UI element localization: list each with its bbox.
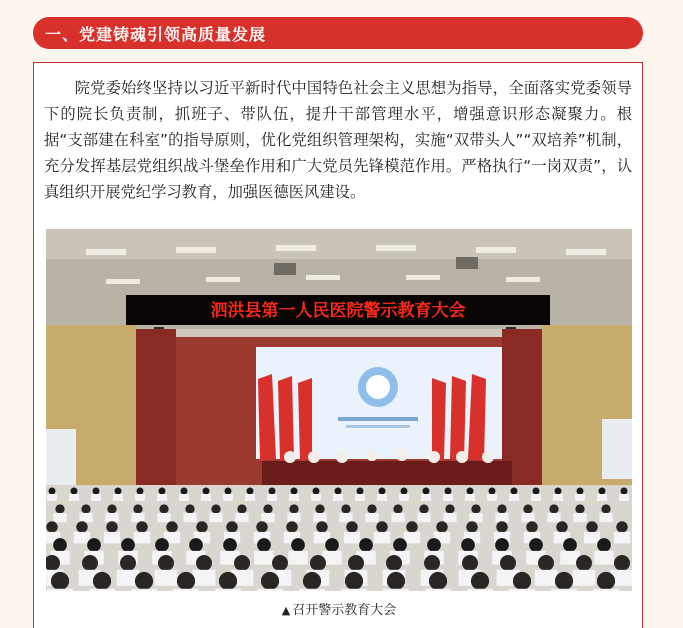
meeting-photo: [46, 229, 632, 591]
meeting-hall-illustration: [46, 229, 632, 591]
caption-text: 召开警示教育大会: [292, 603, 397, 618]
led-banner-text: 泗洪县第一人民医院警示教育大会: [210, 301, 466, 321]
up-triangle-icon: ▲: [281, 604, 291, 617]
section-header: [33, 17, 643, 49]
article-card: [33, 62, 643, 628]
section-title: 一、党建铸魂引领高质量发展: [45, 24, 267, 44]
article-paragraph: 院党委始终坚持以习近平新时代中国特色社会主义思想为指导，全面落实党委领导下的院长负责制，抓班子、带队伍，提升干部管理水平，增强意识形态凝聚力。根据“支部建在科室”的指导原则，优化党组织管理架构，实施“双带头人”“双培养”机制，充分发挥基层党组织战斗堡垒作用和广大党员先锋模范作用。严格执行“一岗双责”，认真组织开展党纪学习教育，加强医德医风建设。: [44, 79, 632, 201]
photo-caption: [34, 599, 644, 618]
